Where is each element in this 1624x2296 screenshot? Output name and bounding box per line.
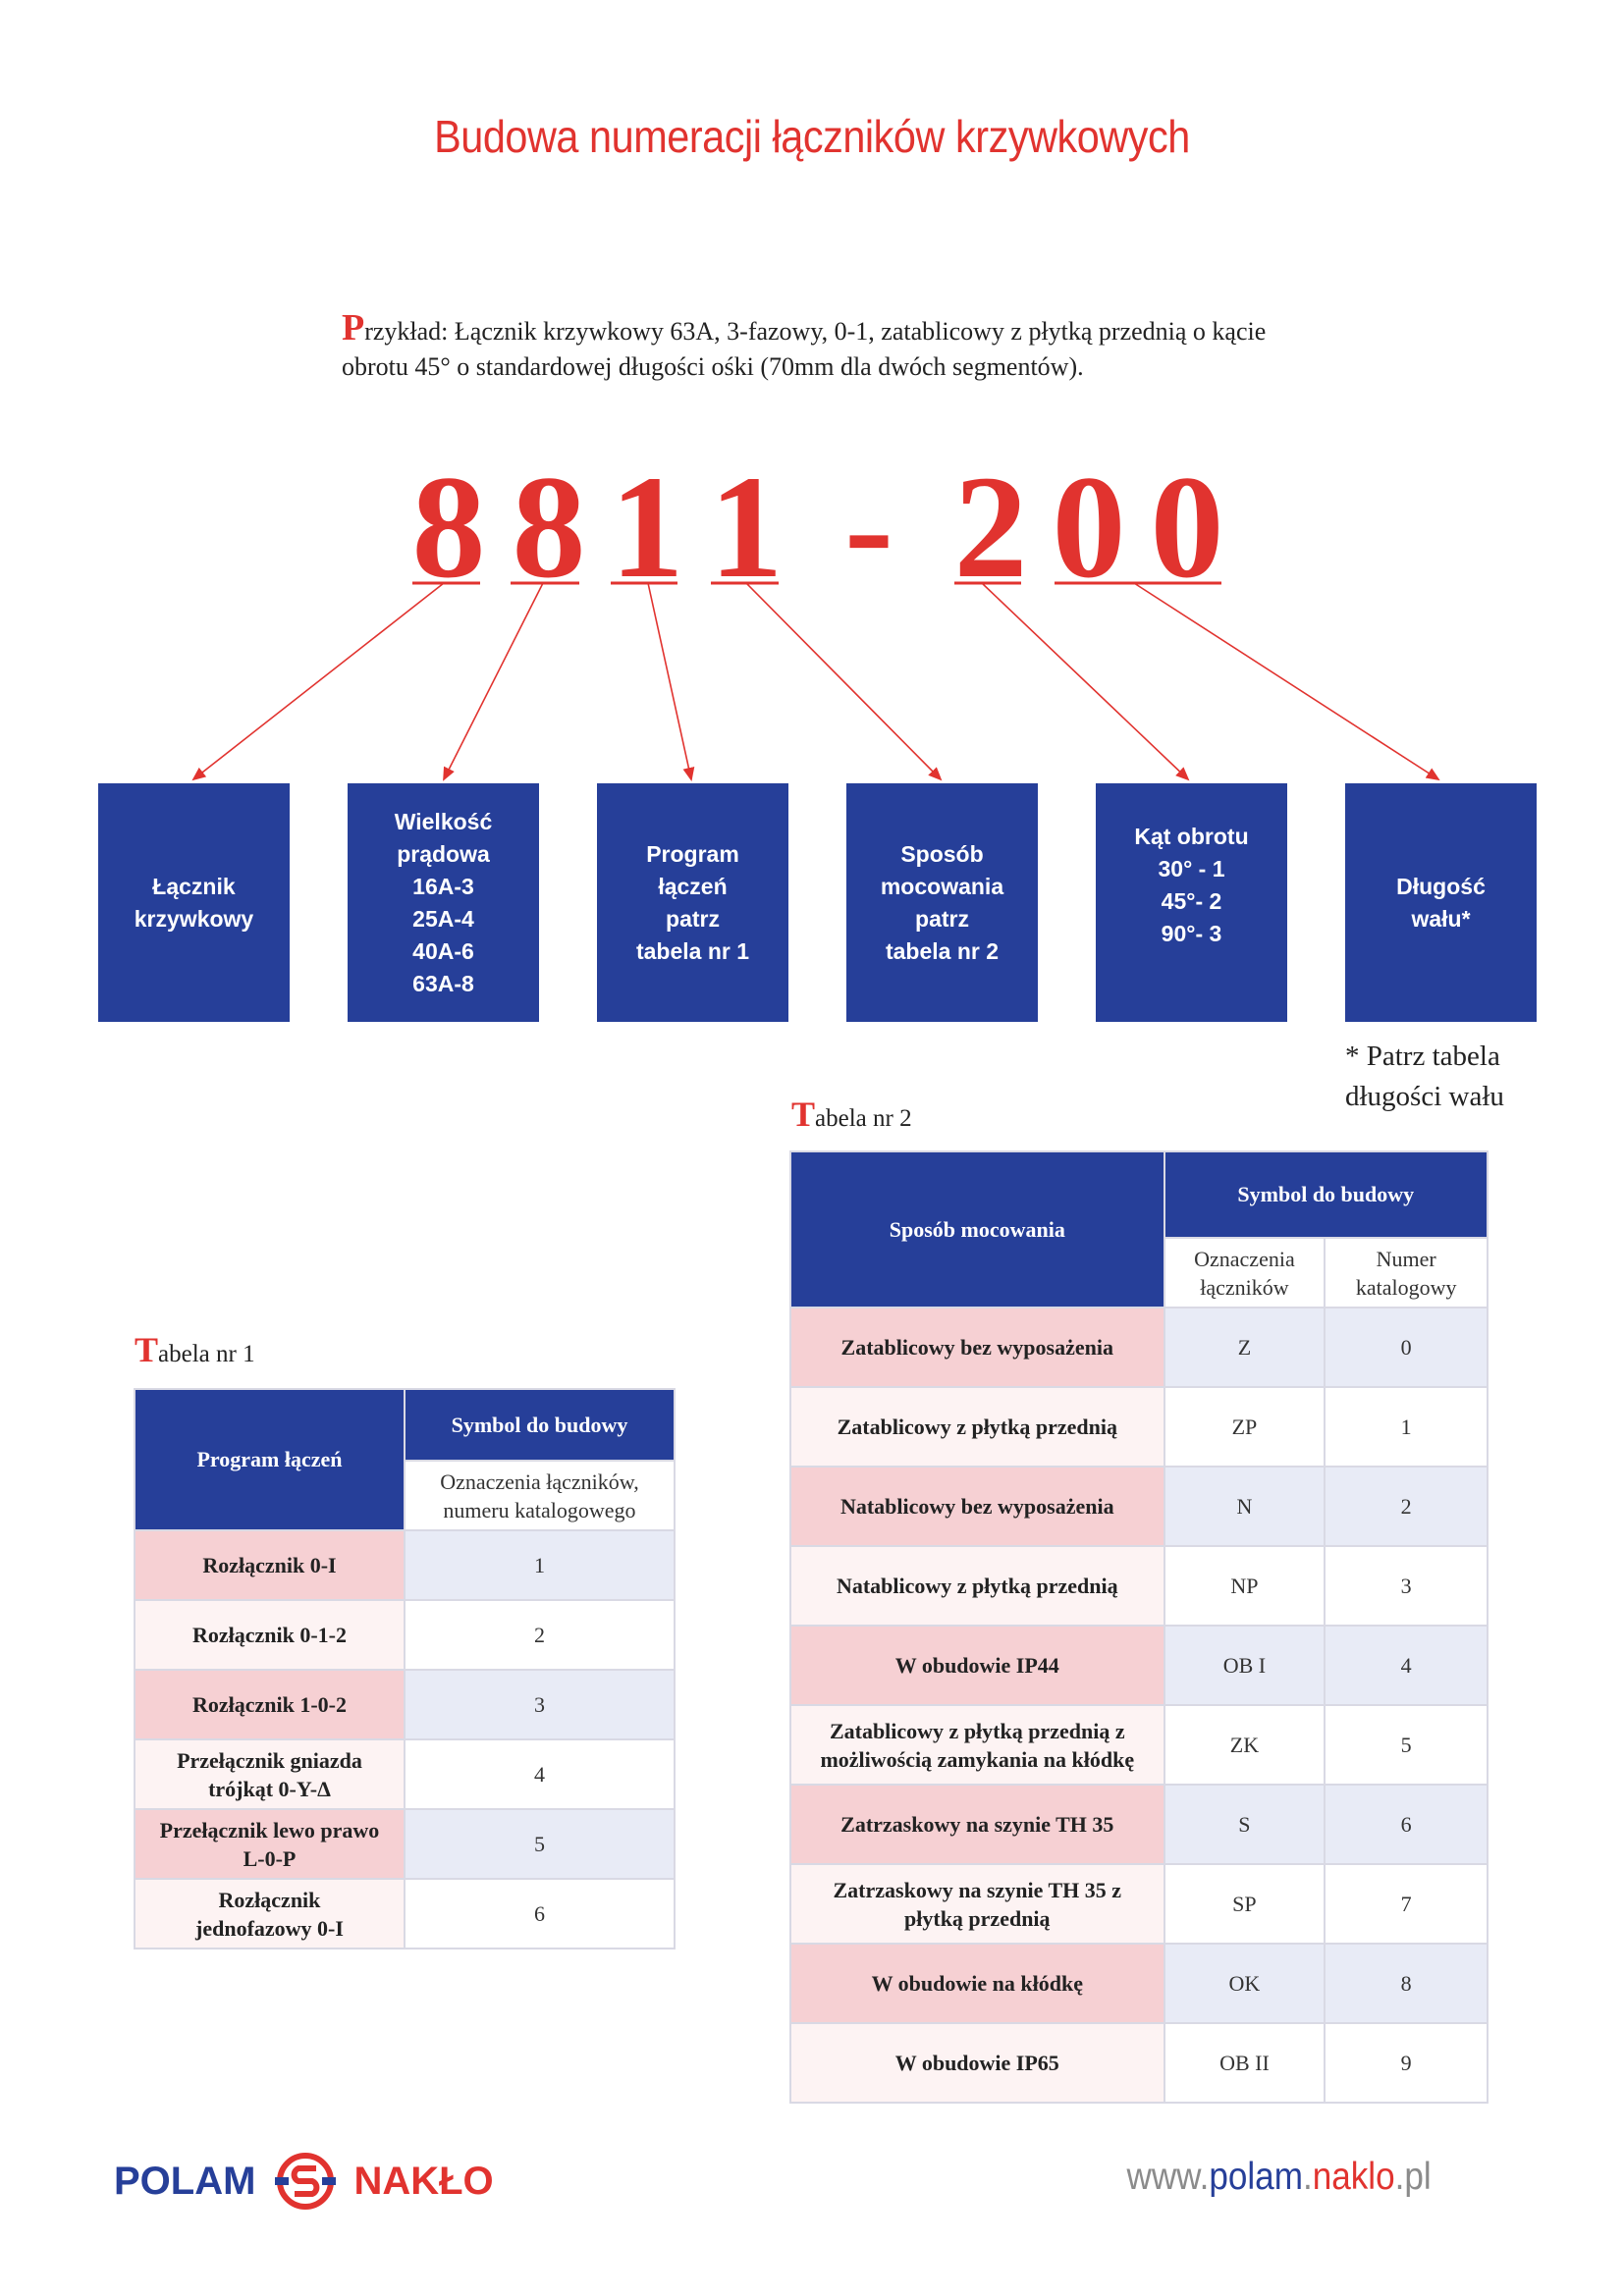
row-value: 1 — [405, 1530, 675, 1600]
caption-initial: T — [791, 1095, 816, 1134]
caption-text: abela nr 1 — [158, 1341, 255, 1367]
row-label — [790, 1387, 1164, 1467]
box-line: 30° - 1 — [1158, 856, 1225, 881]
page-title: Budowa numeracji łączników krzywkowych — [434, 111, 1190, 162]
row-label — [135, 1530, 405, 1600]
row-number: 2 — [1325, 1467, 1488, 1546]
caption-text: abela nr 2 — [815, 1105, 912, 1132]
code-digit-4: 1 — [709, 446, 784, 609]
row-label — [790, 1626, 1164, 1705]
note-line: * Patrz tabela — [1345, 1041, 1500, 1072]
table2-subheader-symbol — [1164, 1238, 1326, 1308]
row-label-line: Przełącznik gniazda — [177, 1747, 362, 1773]
table2-group-header: Symbol do budowy — [1164, 1151, 1488, 1238]
table-row — [135, 1739, 675, 1809]
box-line: Kąt obrotu — [1134, 824, 1249, 849]
row-label-line: Zatablicowy bez wyposażenia — [840, 1335, 1113, 1360]
code-digit-3: 1 — [610, 446, 684, 609]
box-shaft-length — [1345, 783, 1537, 1022]
row-label — [135, 1809, 405, 1879]
box-line: 63A-8 — [412, 970, 474, 996]
shaft-length-note — [1345, 1037, 1504, 1117]
table1-group-header: Symbol do budowy — [405, 1389, 675, 1461]
row-symbol: N — [1164, 1467, 1326, 1546]
row-label — [790, 1864, 1164, 1944]
code-digit-2: 8 — [512, 446, 586, 609]
row-symbol: NP — [1164, 1546, 1326, 1626]
row-number: 9 — [1325, 2023, 1488, 2103]
row-label-line: Rozłącznik 1-0-2 — [191, 1692, 347, 1717]
box-line: Wielkość — [394, 808, 493, 834]
row-label — [135, 1670, 405, 1739]
box-line: Sposób — [900, 840, 984, 867]
row-number: 0 — [1325, 1308, 1488, 1387]
url-part: www. — [1126, 2156, 1210, 2198]
box-line: tabela nr 2 — [885, 937, 1000, 964]
table-row — [790, 1387, 1488, 1467]
box-line: 40A-6 — [412, 937, 474, 964]
table1-subheader — [405, 1461, 675, 1530]
table2-mounting — [789, 1150, 1489, 2104]
row-label-line: Zatablicowy z płytką przednią z — [829, 1718, 1125, 1743]
box-switching-program — [597, 783, 788, 1022]
polam-naklo-logo — [114, 2152, 494, 2211]
row-label — [790, 1308, 1164, 1387]
table2-caption — [791, 1094, 912, 1135]
row-value: 2 — [405, 1600, 675, 1670]
box-line: 90°- 3 — [1161, 921, 1222, 946]
box-line: Długość — [1396, 873, 1486, 899]
table2-col1-header: Sposób mocowania — [790, 1151, 1164, 1308]
example-text — [342, 307, 1324, 385]
row-value: 3 — [405, 1670, 675, 1739]
row-number: 5 — [1325, 1705, 1488, 1785]
arrow-6 — [1134, 583, 1438, 779]
code-digit-7: 0 — [1150, 446, 1224, 609]
table1-caption — [135, 1329, 255, 1370]
table-row — [790, 2023, 1488, 2103]
row-label — [135, 1739, 405, 1809]
row-label-line: L-0-P — [243, 1845, 297, 1871]
row-label — [790, 1705, 1164, 1785]
row-number: 6 — [1325, 1785, 1488, 1864]
row-label-line: Rozłącznik — [218, 1887, 321, 1912]
table-row — [790, 1785, 1488, 1864]
row-label — [790, 2023, 1164, 2103]
table-row — [790, 1864, 1488, 1944]
table-row — [135, 1809, 675, 1879]
box-line: patrz — [666, 905, 720, 932]
row-label-line: Natablicowy bez wyposażenia — [839, 1494, 1114, 1519]
row-value: 4 — [405, 1739, 675, 1809]
example-body: rzykład: Łącznik krzywkowy 63A, 3-fazowy, 0-1, zatablicowy z płytką przednią o kącie obrotu 45° o standardowej długości ośki (70mm dla dwóch segmentów). — [342, 317, 1267, 381]
box-line: Łącznik — [152, 873, 236, 899]
row-symbol: S — [1164, 1785, 1326, 1864]
arrow-4 — [746, 583, 941, 779]
table-row — [135, 1530, 675, 1600]
row-value: 5 — [405, 1809, 675, 1879]
website-url[interactable] — [1127, 2156, 1432, 2199]
arrow-2 — [444, 583, 543, 779]
table-row — [135, 1879, 675, 1949]
code-digit-6: 0 — [1052, 446, 1126, 609]
logo-text-naklo: NAKŁO — [353, 2159, 494, 2203]
table-row — [790, 1546, 1488, 1626]
row-number: 3 — [1325, 1546, 1488, 1626]
table-row — [790, 1467, 1488, 1546]
box-line: tabela nr 1 — [635, 937, 750, 964]
row-label-line: Rozłącznik 0-1-2 — [191, 1623, 347, 1647]
row-label-line: W obudowie na kłódkę — [871, 1971, 1083, 1996]
box-mounting-method — [846, 783, 1038, 1022]
note-line: długości wału — [1345, 1081, 1504, 1112]
box-line: 16A-3 — [412, 873, 474, 899]
code-dash: - — [844, 446, 893, 609]
row-symbol: ZK — [1164, 1705, 1326, 1785]
table-row — [790, 1308, 1488, 1387]
row-label — [790, 1467, 1164, 1546]
row-symbol: OK — [1164, 1944, 1326, 2023]
logo-text-polam: POLAM — [114, 2159, 256, 2203]
url-part: polam — [1209, 2156, 1304, 2198]
table-row — [135, 1600, 675, 1670]
arrow-3 — [648, 583, 691, 779]
table-row — [135, 1670, 675, 1739]
subheader-line: Oznaczenia — [1194, 1246, 1295, 1271]
box-line: prądowa — [397, 840, 490, 867]
table-row — [790, 1705, 1488, 1785]
logo-emblem-icon — [271, 2151, 340, 2212]
url-part: naklo — [1313, 2156, 1395, 2198]
row-label-line: Zatablicowy z płytką przednią — [837, 1415, 1117, 1439]
row-label-line: Zatrzaskowy na szynie TH 35 z — [833, 1877, 1122, 1902]
row-label-line: jednofazowy 0-I — [195, 1915, 344, 1941]
row-label-line: Natablicowy z płytką przednią — [836, 1574, 1118, 1598]
code-digit-1: 8 — [411, 446, 486, 609]
row-label — [135, 1600, 405, 1670]
box-switch-type — [98, 783, 290, 1022]
row-symbol: SP — [1164, 1864, 1326, 1944]
box-line: mocowania — [880, 873, 1004, 899]
row-symbol: OB II — [1164, 2023, 1326, 2103]
row-label-line: możliwością zamykania na kłódkę — [820, 1746, 1135, 1772]
subheader-line: numeru katalogowego — [443, 1497, 636, 1522]
example-initial: P — [342, 307, 365, 348]
row-label — [790, 1546, 1164, 1626]
row-label-line: płytką przednią — [904, 1905, 1051, 1931]
box-line: 45°- 2 — [1161, 888, 1222, 914]
box-line: 25A-4 — [412, 905, 474, 932]
row-number: 8 — [1325, 1944, 1488, 2023]
row-value: 6 — [405, 1879, 675, 1949]
row-symbol: Z — [1164, 1308, 1326, 1387]
row-number: 7 — [1325, 1864, 1488, 1944]
url-part: .pl — [1394, 2156, 1432, 2198]
arrow-1 — [193, 583, 444, 779]
row-label — [790, 1785, 1164, 1864]
row-label-line: Przełącznik lewo prawo — [159, 1817, 380, 1842]
row-number: 4 — [1325, 1626, 1488, 1705]
row-label — [135, 1879, 405, 1949]
row-label-line: Rozłącznik 0-I — [202, 1553, 337, 1577]
subheader-line: katalogowy — [1355, 1274, 1457, 1300]
row-label — [790, 1944, 1164, 2023]
row-number: 1 — [1325, 1387, 1488, 1467]
table-row — [790, 1944, 1488, 2023]
row-label-line: W obudowie IP44 — [894, 1653, 1059, 1678]
box-line: Program — [646, 840, 739, 867]
caption-initial: T — [135, 1330, 159, 1369]
table2-subheader-number — [1325, 1238, 1488, 1308]
arrow-5 — [982, 583, 1188, 779]
code-digit-5: 2 — [953, 446, 1028, 609]
subheader-line: Numer — [1376, 1246, 1436, 1271]
box-line: łączeń — [658, 873, 728, 899]
box-line: wału* — [1411, 905, 1471, 932]
subheader-line: łączników — [1200, 1274, 1289, 1300]
box-line: patrz — [915, 905, 969, 932]
table1-switching-program — [134, 1388, 676, 1949]
subheader-line: Oznaczenia łączników, — [440, 1468, 639, 1494]
box-rotation-angle — [1096, 783, 1287, 1022]
url-part: . — [1303, 2156, 1314, 2198]
box-line: krzywkowy — [134, 905, 254, 932]
row-symbol: OB I — [1164, 1626, 1326, 1705]
table1-col1-header: Program łączeń — [135, 1389, 405, 1530]
row-symbol: ZP — [1164, 1387, 1326, 1467]
row-label-line: trójkąt 0-Y-Δ — [208, 1776, 331, 1801]
box-current-rating — [348, 783, 539, 1022]
table-row — [790, 1626, 1488, 1705]
row-label-line: Zatrzaskowy na szynie TH 35 — [840, 1812, 1114, 1837]
row-label-line: W obudowie IP65 — [894, 2051, 1059, 2075]
